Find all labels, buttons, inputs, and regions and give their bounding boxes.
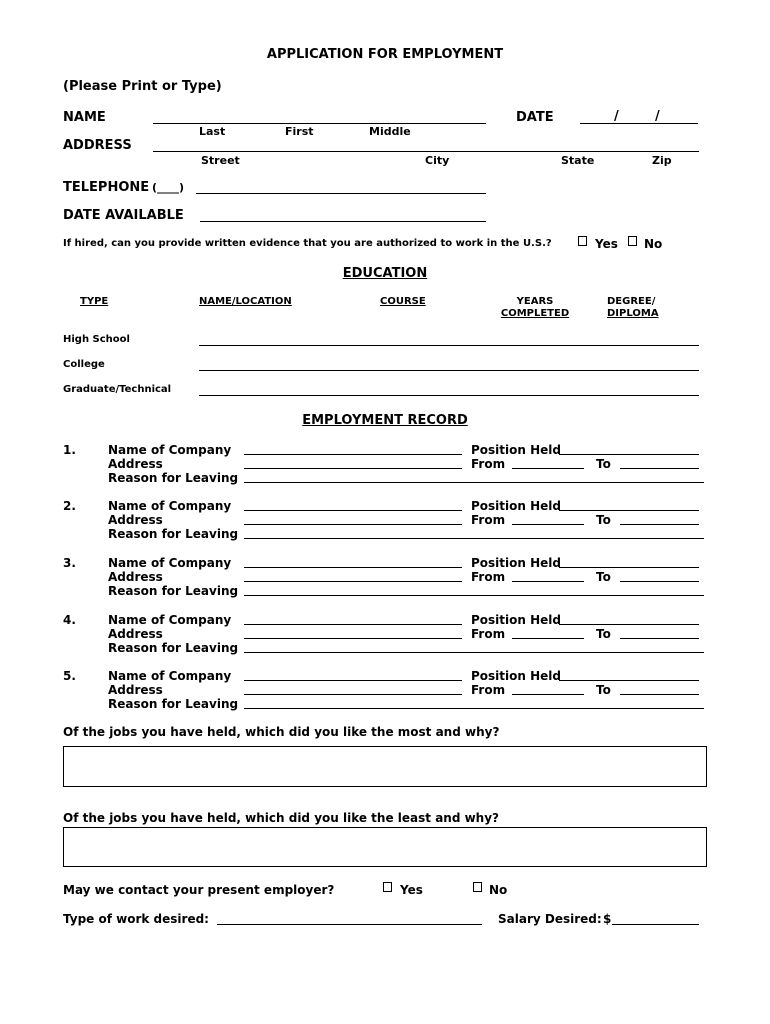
employment-position-field[interactable] [559, 510, 699, 511]
salary-prefix: $ [603, 912, 612, 926]
address-sub-city: City [425, 154, 450, 167]
employment-company-label: Name of Company [108, 443, 232, 457]
employment-to-field[interactable] [620, 694, 699, 695]
employment-position-label: Position Held [471, 613, 561, 627]
education-college-field[interactable] [199, 370, 699, 371]
employment-position-label: Position Held [471, 499, 561, 513]
education-col-name-location: NAME/LOCATION [199, 296, 292, 307]
name-sub-first: First [285, 125, 314, 138]
employment-address-label: Address [108, 457, 163, 471]
employment-address-label: Address [108, 627, 163, 641]
education-col-course: COURSE [380, 296, 426, 307]
employment-to-field[interactable] [620, 524, 699, 525]
employment-to-label: To [596, 683, 611, 697]
instruction-text: (Please Print or Type) [63, 79, 222, 94]
employment-reason-field[interactable] [244, 482, 704, 483]
date-available-label: DATE AVAILABLE [63, 208, 184, 223]
employment-reason-field[interactable] [244, 538, 704, 539]
authorized-yes-checkbox[interactable] [578, 236, 587, 246]
education-col-years-line1: YEARS [516, 296, 554, 307]
employment-entry-4 [0, 613, 770, 659]
employment-from-field[interactable] [512, 581, 584, 582]
employment-address-field[interactable] [244, 694, 462, 695]
date-label: DATE [516, 110, 554, 125]
name-sub-middle: Middle [369, 125, 411, 138]
authorized-no-label: No [644, 237, 663, 251]
employment-from-field[interactable] [512, 468, 584, 469]
contact-yes-checkbox[interactable] [383, 882, 392, 892]
employment-company-field[interactable] [244, 680, 462, 681]
employment-to-field[interactable] [620, 581, 699, 582]
employment-to-field[interactable] [620, 468, 699, 469]
employment-from-field[interactable] [512, 638, 584, 639]
employment-entry-5 [0, 669, 770, 715]
employment-company-field[interactable] [244, 567, 462, 568]
employment-company-field[interactable] [244, 624, 462, 625]
education-col-type: TYPE [80, 296, 109, 307]
name-label: NAME [63, 110, 106, 125]
employment-entry-number: 5. [63, 669, 76, 683]
employment-reason-field[interactable] [244, 708, 704, 709]
employment-company-label: Name of Company [108, 613, 232, 627]
education-col-degree [607, 296, 659, 319]
employment-address-label: Address [108, 683, 163, 697]
employment-entry-1 [0, 443, 770, 489]
authorized-yes-label: Yes [595, 237, 618, 251]
liked-least-question: Of the jobs you have held, which did you like the least and why? [63, 811, 500, 825]
employment-address-label: Address [108, 570, 163, 584]
employment-company-label: Name of Company [108, 556, 232, 570]
authorized-question: If hired, can you provide written evidence that you are authorized to work in the U.S.? [63, 238, 552, 249]
employment-entry-number: 4. [63, 613, 76, 627]
liked-least-textarea[interactable] [63, 827, 707, 867]
employment-reason-label: Reason for Leaving [108, 471, 239, 485]
liked-most-question: Of the jobs you have held, which did you like the most and why? [63, 725, 500, 739]
employment-company-label: Name of Company [108, 669, 232, 683]
education-col-years-line2: COMPLETED [500, 308, 570, 319]
employment-address-label: Address [108, 513, 163, 527]
education-col-degree-line1: DEGREE/ [607, 296, 656, 307]
employment-from-label: From [471, 570, 506, 584]
employment-address-field[interactable] [244, 638, 462, 639]
employment-company-field[interactable] [244, 510, 462, 511]
employment-position-field[interactable] [559, 454, 699, 455]
address-sub-zip: Zip [652, 154, 672, 167]
employment-reason-label: Reason for Leaving [108, 527, 239, 541]
name-field[interactable] [153, 123, 486, 124]
telephone-label: TELEPHONE [63, 180, 150, 195]
contact-yes-label: Yes [400, 883, 423, 897]
employment-reason-field[interactable] [244, 595, 704, 596]
work-desired-label: Type of work desired: [63, 912, 209, 926]
telephone-area-code[interactable]: (____) [152, 181, 185, 194]
employment-to-label: To [596, 513, 611, 527]
employment-from-label: From [471, 513, 506, 527]
education-col-years [490, 296, 580, 319]
employment-reason-label: Reason for Leaving [108, 697, 239, 711]
employment-position-label: Position Held [471, 556, 561, 570]
education-row-college: College [63, 359, 105, 370]
education-high-school-field[interactable] [199, 345, 699, 346]
address-field[interactable] [153, 151, 699, 152]
employment-to-label: To [596, 570, 611, 584]
liked-most-textarea[interactable] [63, 746, 707, 787]
employment-reason-label: Reason for Leaving [108, 641, 239, 655]
employment-entry-number: 2. [63, 499, 76, 513]
work-desired-field[interactable] [217, 924, 482, 925]
employment-from-field[interactable] [512, 524, 584, 525]
employment-company-label: Name of Company [108, 499, 232, 513]
employment-position-field[interactable] [559, 680, 699, 681]
employment-to-label: To [596, 457, 611, 471]
education-row-high-school: High School [63, 334, 130, 345]
employment-from-label: From [471, 627, 506, 641]
contact-question: May we contact your present employer? [63, 883, 335, 897]
date-slash-2: / [655, 109, 660, 124]
employment-position-field[interactable] [559, 624, 699, 625]
education-row-graduate: Graduate/Technical [63, 384, 172, 395]
education-graduate-field[interactable] [199, 395, 699, 396]
employment-position-field[interactable] [559, 567, 699, 568]
page-title: APPLICATION FOR EMPLOYMENT [266, 47, 504, 62]
date-available-field[interactable] [200, 221, 486, 222]
contact-no-checkbox[interactable] [473, 882, 482, 892]
telephone-field[interactable] [196, 193, 486, 194]
date-field[interactable] [580, 123, 698, 124]
salary-label: Salary Desired: [498, 912, 602, 926]
authorized-no-checkbox[interactable] [628, 236, 637, 246]
employment-address-field[interactable] [244, 581, 462, 582]
employment-entry-3 [0, 556, 770, 602]
employment-position-label: Position Held [471, 669, 561, 683]
employment-reason-field[interactable] [244, 652, 704, 653]
salary-field[interactable] [612, 924, 699, 925]
employment-entry-number: 3. [63, 556, 76, 570]
employment-to-label: To [596, 627, 611, 641]
employment-address-field[interactable] [244, 468, 462, 469]
employment-entry-2 [0, 499, 770, 545]
employment-company-field[interactable] [244, 454, 462, 455]
employment-reason-label: Reason for Leaving [108, 584, 239, 598]
date-slash-1: / [614, 109, 619, 124]
contact-no-label: No [489, 883, 508, 897]
address-sub-street: Street [201, 154, 240, 167]
employment-from-label: From [471, 683, 506, 697]
employment-address-field[interactable] [244, 524, 462, 525]
employment-to-field[interactable] [620, 638, 699, 639]
name-sub-last: Last [199, 125, 226, 138]
employment-position-label: Position Held [471, 443, 561, 457]
education-col-degree-line2: DIPLOMA [607, 308, 659, 319]
employment-heading: EMPLOYMENT RECORD [302, 413, 468, 428]
employment-from-label: From [471, 457, 506, 471]
address-label: ADDRESS [63, 138, 132, 153]
address-sub-state: State [561, 154, 595, 167]
employment-entry-number: 1. [63, 443, 76, 457]
employment-from-field[interactable] [512, 694, 584, 695]
education-heading: EDUCATION [342, 266, 428, 281]
